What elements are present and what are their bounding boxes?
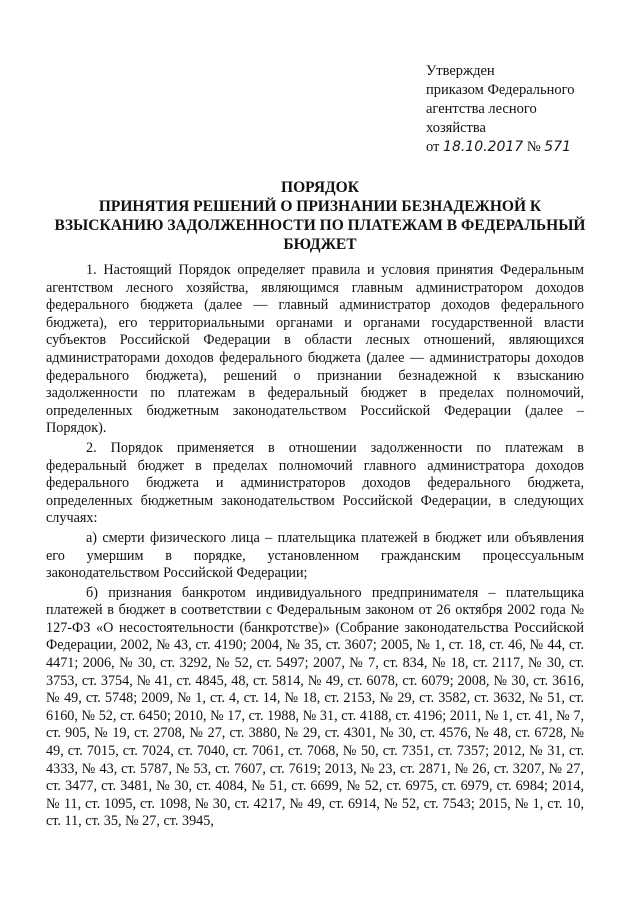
approval-line-4: хозяйства bbox=[426, 120, 486, 136]
paragraph-2b: б) признания банкротом индивидуального предпринимателя – плательщика платежей в бюджет в соответствии с Федеральным законом от 26 октября 2002 года № 127-ФЗ «О несостоятельности (банкротстве)» (Собрание законодательства Российской Федерации, 2002, № 43, ст. 4190; 2004, № 35, ст. 3607; 2005, № 1, ст. 18, ст. 46, № 44, ст. 4471; 2006, № 30, ст. 3292, № 52, ст. 5497; 2007, № 7, ст. 834, № 18, ст. 2117, № 30, ст. 3753, ст. 3754, № 41, ст. 4845, 48, ст. 5814, № 49, ст. 6078, ст. 6079; 2008, № 30, ст. 3616, № 49, ст. 5748; 2009, № 1, ст. 4, ст. 14, № 18, ст. 2153, № 29, ст. 3582, ст. 3632, № 51, ст. 6160, № 52, ст. 6450; 2010, № 17, ст. 1988, № 31, ст. 4188, ст. 4196; 2011, № 1, ст. 41, № 7, ст. 905, № 19, ст. 2708, № 27, ст. 3880, № 29, ст. 4301, № 30, ст. 4576, № 48, ст. 6728, № 49, ст. 7015, ст. 7024, ст. 7040, ст. 7061, ст. 7068, № 50, ст. 7351, ст. 7357; 2012, № 31, ст. 4333, № 43, ст. 5787, № 53, ст. 7607, ст. 7619; 2013, № 23, ст. 2871, № 26, ст. 3207, № 27, ст. 3477, ст. 3481, № 30, ст. 4084, № 51, ст. 6699, № 52, ст. 6975, ст. 6979, ст. 6984; 2014, № 11, ст. 1095, ст. 1098, № 30, ст. 4217, № 49, ст. 6914, № 52, ст. 7543; 2015, № 1, ст. 10, ст. 11, ст. 35, № 27, ст. 3945, bbox=[46, 584, 584, 830]
approval-line-2: приказом Федерального bbox=[426, 82, 575, 98]
paragraph-2: 2. Порядок применяется в отношении задолженности по платежам в федеральный бюджет в пределах полномочий главного администратора доходов федерального бюджета и администраторов доходов федерального бюджета, определенных бюджетным законодательством Российской Федерации, в следующих случаях: bbox=[46, 439, 584, 527]
title-line-2: ПРИНЯТИЯ РЕШЕНИЙ О ПРИЗНАНИИ БЕЗНАДЕЖНОЙ К bbox=[98, 198, 542, 215]
approval-block bbox=[426, 62, 626, 157]
approval-date-line bbox=[426, 138, 626, 157]
title-line-1: ПОРЯДОК bbox=[281, 179, 359, 196]
approval-number-handwritten: 571 bbox=[544, 139, 572, 155]
approval-line-1: Утвержден bbox=[426, 63, 495, 79]
paragraph-1: 1. Настоящий Порядок определяет правила и условия принятия Федеральным агентством лесного хозяйства, являющимся главным администратором доходов федерального бюджета (далее — главный администратор доходов федерального бюджета), его территориальными органами и органами государственной власти субъектов Российской Федерации в области лесных отношений, являющихся администраторами доходов федерального бюджета (далее — администраторы доходов федерального бюджета), решений о признании безнадежной к взысканию задолженности по платежам в федеральный бюджет в пределах полномочий, определенных бюджетным законодательством Российской Федерации (далее – Порядок). bbox=[46, 262, 584, 437]
title-line-3: ВЗЫСКАНИЮ ЗАДОЛЖЕННОСТИ ПО ПЛАТЕЖАМ В ФЕДЕРАЛЬНЫЙ bbox=[54, 217, 586, 234]
title-line-4: БЮДЖЕТ bbox=[283, 236, 357, 253]
approval-date-handwritten: 18.10.2017 bbox=[443, 139, 524, 155]
paragraph-2a: а) смерти физического лица – плательщика платежей в бюджет или объявления его умершим в порядке, установленном гражданским процессуальным законодательством Российской Федерации; bbox=[46, 529, 584, 582]
document-title bbox=[40, 178, 600, 254]
approval-line-3: агентства лесного bbox=[426, 101, 537, 117]
approval-date-prefix: от bbox=[426, 139, 440, 155]
approval-number-sign: № bbox=[526, 139, 541, 155]
document-body bbox=[46, 262, 584, 833]
